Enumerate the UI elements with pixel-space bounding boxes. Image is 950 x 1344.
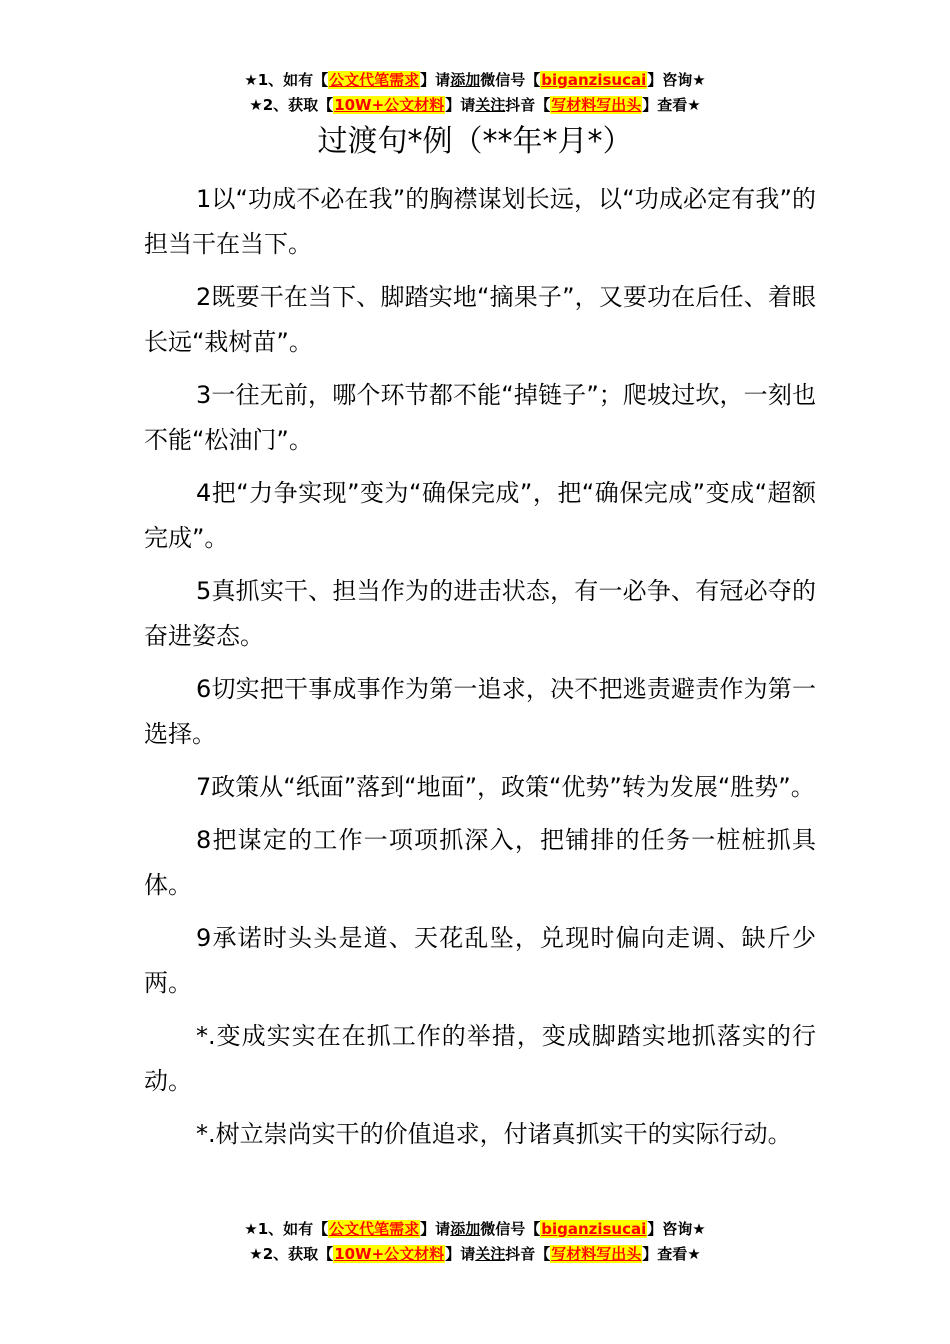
paragraph: *.树立崇尚实干的价值追求，付诸真抓实干的实际行动。 bbox=[196, 1120, 792, 1148]
highlight-douyin-account: 写材料写出头 bbox=[551, 96, 642, 114]
banner-text: 】请 bbox=[445, 96, 476, 114]
banner-text: 微信号【 bbox=[480, 71, 541, 89]
banner-underline-text: 添加 bbox=[450, 71, 481, 89]
banner-line-2 bbox=[0, 1242, 950, 1267]
banner-text: 】咨询★ bbox=[647, 71, 706, 89]
banner-underline-text: 关注 bbox=[475, 96, 506, 114]
paragraph: 7政策从“纸面”落到“地面”，政策“优势”转为发展“胜势”。 bbox=[196, 773, 815, 801]
paragraph: *.变成实实在在抓工作的举措，变成脚踏实地抓落实的行动。 bbox=[144, 1022, 816, 1095]
banner-line-2 bbox=[0, 93, 950, 118]
paragraph: 8把谋定的工作一项项抓深入，把铺排的任务一桩桩抓具体。 bbox=[144, 826, 816, 899]
banner-underline-text: 添加 bbox=[450, 1220, 481, 1238]
paragraph: 3一往无前，哪个环节都不能“掉链子”；爬坡过坎，一刻也不能“松油门”。 bbox=[144, 381, 816, 454]
highlight-wechat-id: biganzisucai bbox=[541, 71, 647, 89]
document-title: 过渡句*例（**年*月*） bbox=[317, 124, 633, 159]
paragraph: 9承诺时头头是道、天花乱坠，兑现时偏向走调、缺斤少两。 bbox=[144, 924, 816, 997]
header-banner bbox=[0, 68, 950, 118]
highlight-wechat-id: biganzisucai bbox=[541, 1220, 647, 1238]
banner-text: 】请 bbox=[420, 71, 451, 89]
banner-text: ★2、获取【 bbox=[249, 1245, 334, 1263]
document-body bbox=[144, 177, 816, 1165]
highlight-service: 公文代笔需求 bbox=[329, 71, 420, 89]
highlight-douyin-account: 写材料写出头 bbox=[551, 1245, 642, 1263]
banner-text: 】咨询★ bbox=[647, 1220, 706, 1238]
banner-text: 抖音【 bbox=[505, 1245, 551, 1263]
banner-text: 抖音【 bbox=[505, 96, 551, 114]
banner-line-1 bbox=[0, 68, 950, 93]
paragraph: 6切实把干事成事作为第一追求，决不把逃责避责作为第一选择。 bbox=[144, 675, 816, 748]
banner-text: 微信号【 bbox=[480, 1220, 541, 1238]
banner-underline-text: 关注 bbox=[475, 1245, 506, 1263]
banner-text: 】查看★ bbox=[642, 96, 701, 114]
banner-text: ★1、如有【 bbox=[244, 71, 329, 89]
banner-line-1 bbox=[0, 1217, 950, 1242]
highlight-materials: 10W+公文材料 bbox=[334, 96, 445, 114]
banner-text: ★2、获取【 bbox=[249, 96, 334, 114]
banner-text: 】查看★ bbox=[642, 1245, 701, 1263]
banner-text: 】请 bbox=[445, 1245, 476, 1263]
paragraph: 2既要干在当下、脚踏实地“摘果子”，又要功在后任、着眼长远“栽树苗”。 bbox=[144, 283, 816, 356]
highlight-service: 公文代笔需求 bbox=[329, 1220, 420, 1238]
footer-banner bbox=[0, 1217, 950, 1267]
paragraph: 5真抓实干、担当作为的进击状态，有一必争、有冠必夺的奋进姿态。 bbox=[144, 577, 816, 650]
paragraph: 1以“功成不必在我”的胸襟谋划长远，以“功成必定有我”的担当干在当下。 bbox=[144, 185, 816, 258]
banner-text: ★1、如有【 bbox=[244, 1220, 329, 1238]
banner-text: 】请 bbox=[420, 1220, 451, 1238]
highlight-materials: 10W+公文材料 bbox=[334, 1245, 445, 1263]
paragraph: 4把“力争实现”变为“确保完成”，把“确保完成”变成“超额完成”。 bbox=[144, 479, 816, 552]
